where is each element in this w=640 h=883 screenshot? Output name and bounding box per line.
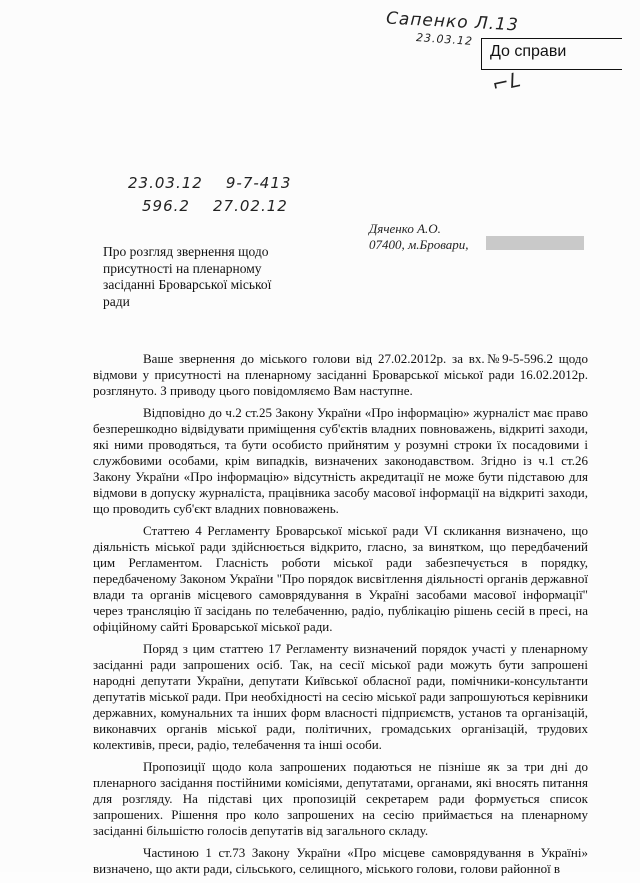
addressee-address: 07400, м.Бровари, bbox=[369, 237, 469, 252]
paragraph: Статтею 4 Регламенту Броварської міської ради VI скликання визначено, що діяльність міської ради здійснюється відкрито, гласно, за винятком, що передбачений цим Регламентом. Гласність роботи міської ради забезпечується в порядку, передбаченому Законом України "Про порядок висвітлення діяльності органів державної влади та органів місцевого самоврядування в Україні засобами масової інформації" через трансляцію її засідань по телебаченню, радіо, публікацію рішень сесій в пресі, на офіційному сайті Броварської міської ради. bbox=[93, 523, 588, 634]
registration-line-2: 596.2 27.02.12 bbox=[142, 197, 288, 215]
handwritten-date: 23.03.12 bbox=[415, 31, 474, 48]
letter-subject: Про розгляд звернення щодо присутності на пленарному засіданні Броварської міської ради bbox=[103, 244, 272, 309]
addressee-name: Дяченко А.О. bbox=[369, 221, 441, 236]
registration-line-1: 23.03.12 9-7-413 bbox=[128, 174, 292, 192]
stamp-do-spravy bbox=[481, 38, 622, 70]
paragraph: Відповідно до ч.2 ст.25 Закону України «Про інформацію» журналіст має право безперешкодно відвідувати приміщення суб'єктів владних повноважень, відкриті заходи, які ними проводяться, та бути особисто прийнятим у розумні строки їх посадовими і службовими особами, крім випадків, визначених законодавством. Згідно із ч.1 ст.26 Закону України «Про інформацію» відсутність акредитації не може бути підставою для відмови в допуску журналіста, працівника засобу масової інформації на відкриті заходи, що проводить суб'єкт владних повноважень. bbox=[93, 405, 588, 516]
redaction-bar bbox=[486, 236, 584, 250]
paragraph: Пропозиції щодо кола запрошених подаються не пізніше як за три дні до пленарного засідання постійними комісіями, депутатами, органами, які вносять питання для розгляду. На підставі цих пропозицій секретарем ради формується список запрошених. Рішення про коло запрошених на сесію приймається на пленарному засіданні більшістю голосів депутатів від загального складу. bbox=[93, 759, 588, 838]
stamp-signature: ⌐Ꮮ bbox=[489, 67, 523, 97]
handwritten-signature: Сапенко Л.13 bbox=[385, 8, 520, 36]
letter-body bbox=[93, 351, 588, 883]
paragraph: Поряд з цим статтею 17 Регламенту визначений порядок участі у пленарному засіданні ради запрошених осіб. Так, на сесії міської ради можуть бути запрошені народні депутати України, депутати Київської обласної ради, помічники-консультанти депутатів міської ради. При необхідності на сесію міської ради запрошуються керівники державних, комунальних та інших форм власності підприємств, установ та організацій, виконавчих органів міської ради, політичних, громадських організацій, трудових колективів, преси, радіо, телебачення та інші особи. bbox=[93, 641, 588, 752]
paragraph: Частиною 1 ст.73 Закону України «Про місцеве самоврядування в Україні» визначено, що акти ради, сільського, селищного, міського голови, голови районної в bbox=[93, 845, 588, 876]
paragraph: Ваше звернення до міського голови від 27.02.2012р. за вх.№9-5-596.2 щодо відмови у присутності на пленарному засіданні Броварської міської ради 16.02.2012р. розглянуто. З приводу цього повідомляємо Вам наступне. bbox=[93, 351, 588, 398]
stamp-text: До справи bbox=[490, 43, 567, 60]
